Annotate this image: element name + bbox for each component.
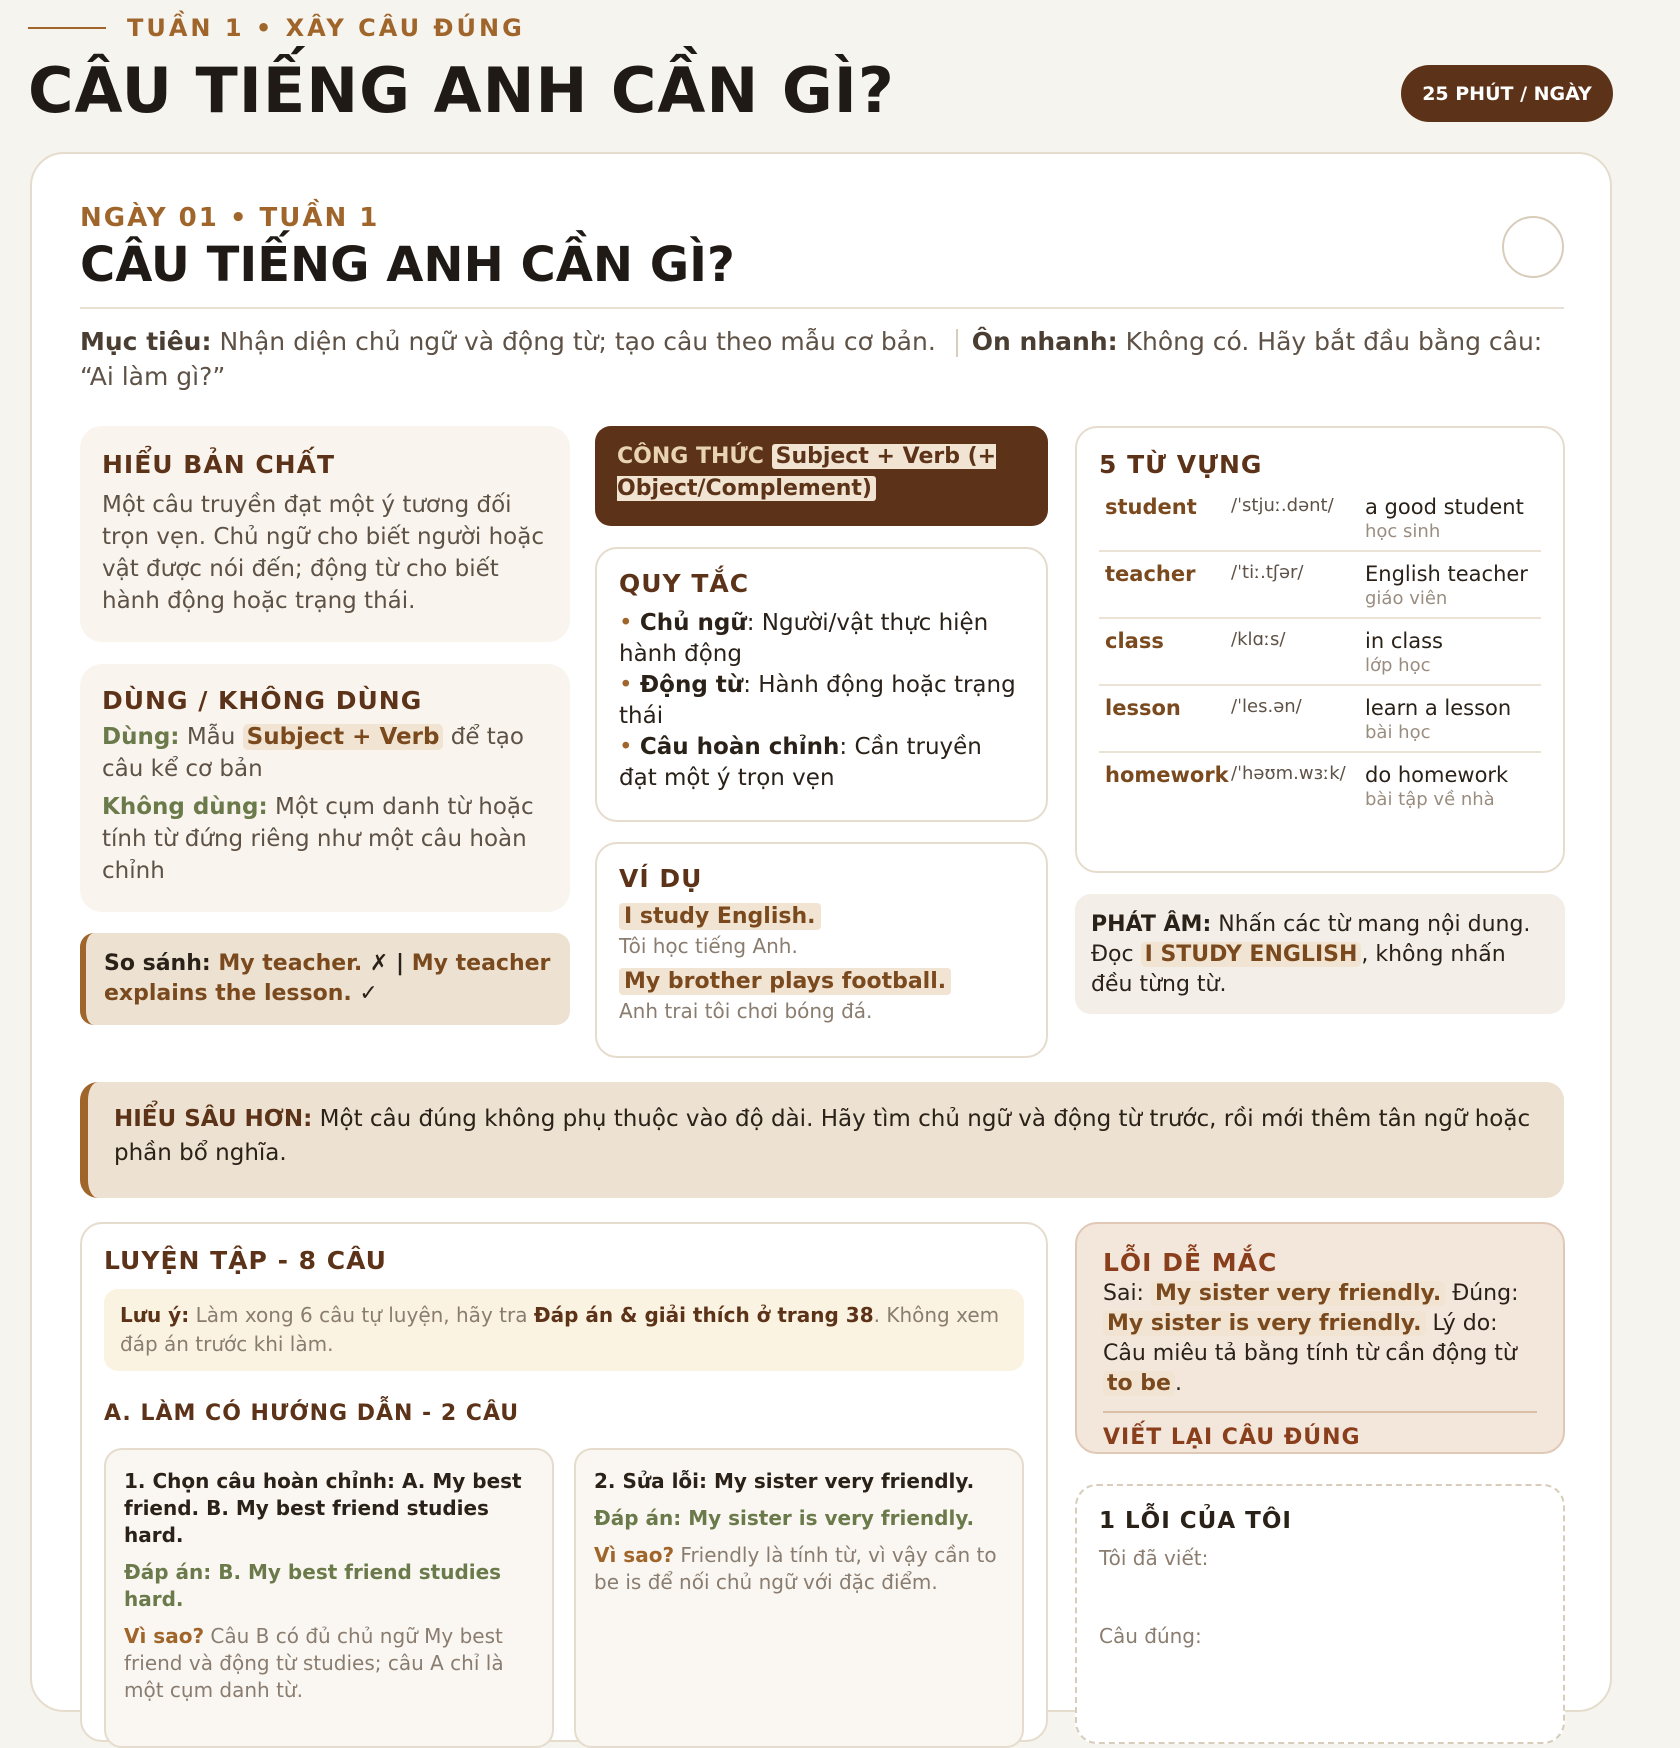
lesson-card [30, 152, 1612, 1712]
section-a-heading: A. LÀM CÓ HƯỚNG DẪN - 2 CÂU [104, 1401, 520, 1426]
example-vi: Tôi học tiếng Anh. [619, 934, 798, 958]
wrong-mark-icon: ✗ [369, 951, 389, 976]
time-badge: 25 PHÚT / NGÀY [1401, 65, 1613, 122]
question-text: 2. Sửa lỗi: My sister very friendly. [594, 1469, 975, 1493]
pronunciation-box [1075, 894, 1565, 1014]
rules-box [595, 547, 1048, 822]
review-text: Không có. Hãy bắt đầu bằng câu: “Ai làm gì?” [80, 327, 1543, 391]
practice-heading: LUYỆN TẬP - 8 CÂU [104, 1246, 387, 1275]
examples-heading: VÍ DỤ [619, 864, 703, 893]
example-en: I study English. [619, 903, 821, 930]
nouse-text: Một cụm danh từ hoặc tính từ đứng riêng như một câu hoàn chỉnh [102, 794, 534, 884]
question-card [574, 1448, 1024, 1748]
deeper-label: HIỂU SÂU HƠN: [114, 1106, 313, 1132]
pronunciation-text-end: , không nhấn đều từng từ. [1091, 942, 1506, 997]
vocab-word: class [1105, 629, 1164, 653]
usage-nouse [102, 791, 548, 887]
right-mark-icon: ✓ [359, 981, 378, 1006]
nouse-label: Không dùng: [102, 794, 268, 820]
vocab-row [1099, 686, 1541, 753]
lesson-goal [80, 324, 1580, 394]
pronunciation-text: Nhấn các từ mang nội dung. Đọc [1091, 912, 1531, 967]
vocab-ipa: /ˈstjuː.dənt/ [1231, 495, 1334, 516]
vocab-word: lesson [1105, 696, 1181, 720]
example-item [619, 903, 1024, 958]
mistake-divider [1103, 1411, 1537, 1413]
rule-item: • Động từ: Hành động hoặc trạng thái [619, 672, 1016, 729]
question-answer: Đáp án: My sister is very friendly. [594, 1506, 975, 1530]
vocab-meaning: học sinh [1365, 521, 1441, 542]
note-ref: Đáp án & giải thích ở trang 38 [533, 1303, 874, 1327]
usage-box [80, 664, 570, 912]
vocab-row [1099, 753, 1541, 818]
page-title: CÂU TIẾNG ANH CẦN GÌ? [28, 54, 895, 127]
completion-checkbox[interactable] [1502, 216, 1564, 278]
vocab-example: learn a lesson [1365, 696, 1512, 720]
note-text: Làm xong 6 câu tự luyện, hãy tra [195, 1303, 528, 1327]
pronunciation-label: PHÁT ÂM: [1091, 912, 1212, 937]
compare-wrong: My teacher. [218, 951, 363, 976]
correct-label: Câu đúng: [1099, 1624, 1202, 1648]
vocab-heading: 5 TỪ VỰNG [1099, 450, 1263, 479]
vocab-meaning: lớp học [1365, 655, 1431, 676]
vocab-meaning: bài tập về nhà [1365, 789, 1495, 810]
example-vi: Anh trai tôi chơi bóng đá. [619, 999, 873, 1023]
question-text: 1. Chọn câu hoàn chỉnh: A. My best friend. B. My best friend studies hard. [124, 1469, 522, 1547]
vocab-row [1099, 485, 1541, 552]
question-why: Vì sao? Friendly là tính từ, vì vậy cần to be is để nối chủ ngữ với đặc điểm. [594, 1543, 997, 1594]
compare-box [80, 933, 570, 1025]
example-item [619, 968, 1024, 1023]
vocab-meaning: giáo viên [1365, 588, 1448, 609]
question-answer: Đáp án: B. My best friend studies hard. [124, 1560, 502, 1611]
vocab-example: English teacher [1365, 562, 1528, 586]
goal-separator [956, 329, 958, 357]
vocab-meaning: bài học [1365, 722, 1431, 743]
vocab-ipa: /ˈtiː.tʃər/ [1231, 562, 1304, 583]
mistake-heading: LỖI DỄ MẮC [1103, 1248, 1278, 1277]
question-card [104, 1448, 554, 1748]
use-suffix: để tạo câu kể cơ bản [102, 724, 524, 782]
wrote-label: Tôi đã viết: [1099, 1546, 1209, 1570]
rewrite-heading: VIẾT LẠI CÂU ĐÚNG [1103, 1425, 1361, 1450]
formula-pattern: Subject + Verb (+ Object/Complement) [617, 444, 997, 501]
formula-label: CÔNG THỨC [617, 444, 764, 469]
use-prefix: Mẫu [186, 724, 236, 750]
title-divider [80, 307, 1564, 309]
compare-label: So sánh: [104, 951, 211, 976]
goal-text: Nhận diện chủ ngữ và động từ; tạo câu theo mẫu cơ bản. [219, 327, 936, 356]
essence-body: Một câu truyền đạt một ý tương đối trọn vẹn. Chủ ngữ cho biết người hoặc vật được nói đến; động từ cho biết hành động hoặc trạng thái. [102, 492, 544, 614]
my-mistake-heading: 1 LỖI CỦA TÔI [1099, 1508, 1292, 1534]
vocab-ipa: /ˈhəʊm.wɜːk/ [1231, 763, 1346, 784]
vocab-row [1099, 619, 1541, 686]
rules-list [619, 608, 1024, 794]
pronunciation-highlight: I STUDY ENGLISH [1141, 942, 1362, 967]
my-mistake-box[interactable] [1075, 1484, 1565, 1744]
compare-separator: | [396, 951, 405, 976]
vocab-example: a good student [1365, 495, 1524, 519]
mistake-reason: Câu miêu tả bằng tính từ cần động từ [1103, 1341, 1517, 1366]
question-why: Vì sao? Câu B có đủ chủ ngữ My best friend và động từ studies; câu A chỉ là một cụm danh từ. [124, 1624, 504, 1702]
mistake-box [1075, 1222, 1565, 1454]
usage-use [102, 721, 548, 785]
vocab-box [1075, 426, 1565, 873]
practice-note [104, 1289, 1024, 1371]
vocab-example: do homework [1365, 763, 1509, 787]
examples-box [595, 842, 1048, 1058]
vocab-ipa: /ˈles.ən/ [1231, 696, 1302, 717]
week-kicker: TUẦN 1 • XÂY CÂU ĐÚNG [127, 14, 525, 42]
review-label: Ôn nhanh: [971, 327, 1118, 356]
usage-heading: DÙNG / KHÔNG DÙNG [102, 686, 423, 715]
rule-item: • Câu hoàn chỉnh: Cần truyền đạt một ý trọn vẹn [619, 734, 982, 791]
essence-heading: HIỂU BẢN CHẤT [102, 450, 336, 479]
vocab-row [1099, 552, 1541, 619]
note-label: Lưu ý: [120, 1303, 190, 1327]
practice-box [80, 1222, 1048, 1742]
rules-heading: QUY TẮC [619, 569, 750, 598]
compare-right: My teacher explains the lesson. [104, 951, 551, 1006]
deeper-text: Một câu đúng không phụ thuộc vào độ dài. Hãy tìm chủ ngữ và động từ trước, rồi mới thêm tân ngữ hoặc phần bổ nghĩa. [114, 1106, 1531, 1166]
mistake-reason-highlight: to be [1103, 1371, 1175, 1396]
header-rule [28, 27, 106, 29]
essence-box [80, 426, 570, 642]
note-text-end: . Không xem đáp án trước khi làm. [120, 1303, 1000, 1356]
goal-label: Mục tiêu: [80, 327, 212, 356]
example-en: My brother plays football. [619, 968, 951, 995]
mistake-wrong: My sister very friendly. [1151, 1281, 1445, 1306]
formula-box [595, 426, 1048, 526]
mistake-body: Sai: My sister very friendly. Đúng: My sister is very friendly. Lý do: Câu miêu tả bằng tính từ cần động từ to be . [1103, 1281, 1519, 1396]
use-label: Dùng: [102, 724, 180, 750]
day-kicker: NGÀY 01 • TUẦN 1 [80, 203, 380, 233]
vocab-word: homework [1105, 763, 1229, 787]
vocab-example: in class [1365, 629, 1443, 653]
lesson-title: CÂU TIẾNG ANH CẦN GÌ? [80, 237, 735, 293]
vocab-word: teacher [1105, 562, 1196, 586]
use-pattern: Subject + Verb [243, 724, 444, 750]
vocab-ipa: /klɑːs/ [1231, 629, 1286, 650]
rule-item: • Chủ ngữ: Người/vật thực hiện hành động [619, 610, 989, 667]
vocab-word: student [1105, 495, 1197, 519]
deeper-box [80, 1082, 1564, 1198]
mistake-right: My sister is very friendly. [1103, 1311, 1426, 1336]
